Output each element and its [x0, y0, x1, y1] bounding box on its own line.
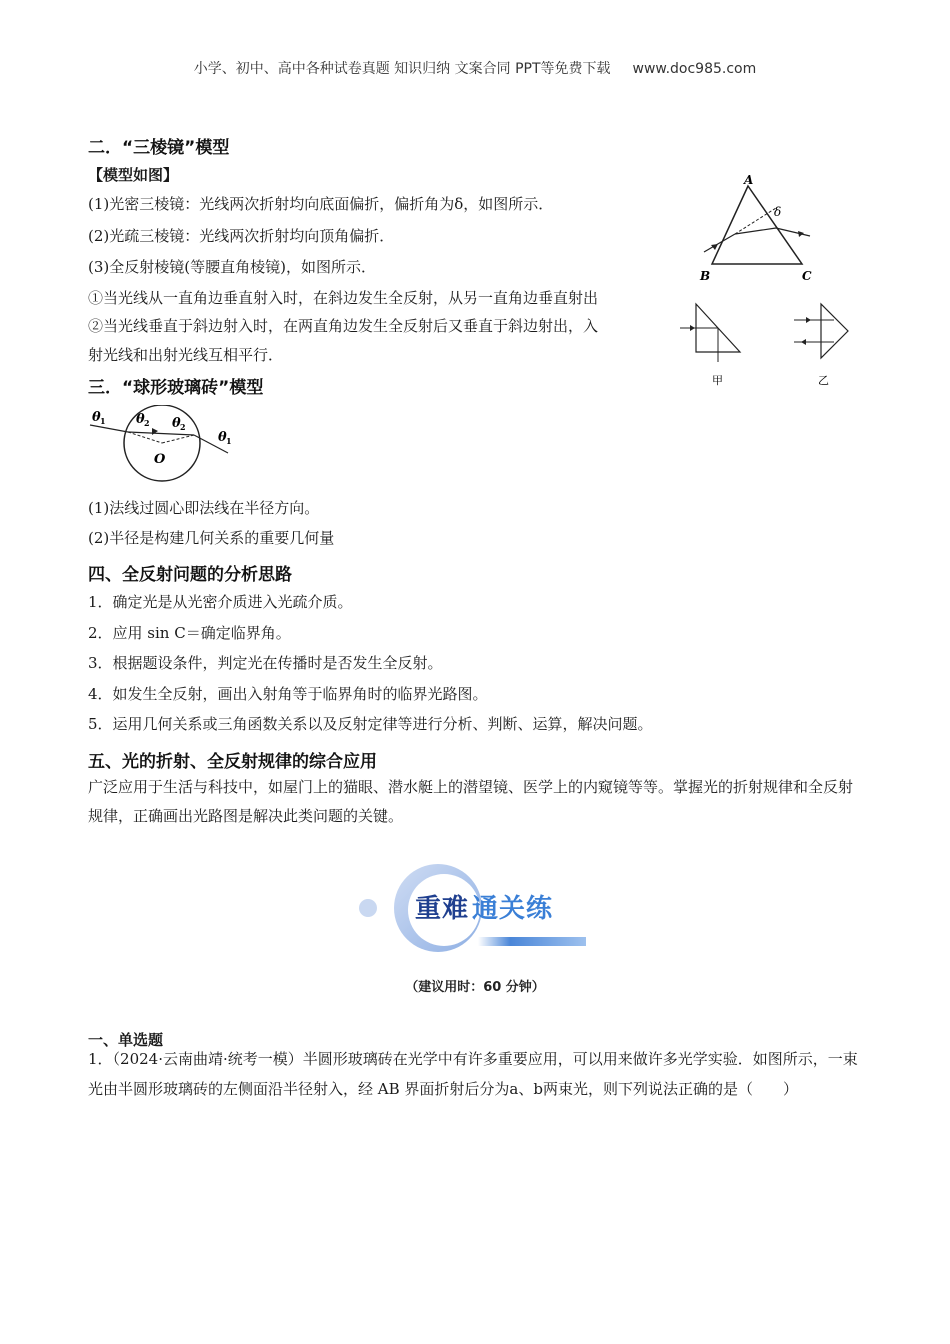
prism-figure — [690, 172, 830, 287]
banner-part1: 重难 — [415, 894, 470, 924]
question-1: 1．（2024·云南曲靖·统考一模）半圆形玻璃砖在光学中有许多重要应用，可以用来做许多光学实验．如图所示，一束光由半圆形玻璃砖的左侧面沿半径射入，经 AB 界面折射后分为a、b两束光，则下列说法正确的是（ ） — [88, 1050, 858, 1098]
banner-dot — [359, 899, 377, 917]
header-site[interactable]: www.doc985.com — [632, 61, 757, 77]
header-text: 小学、初中、高中各种试卷真题 知识归纳 文案合同 PPT等免费下载 — [193, 61, 611, 77]
label-theta2-left: θ — [136, 412, 145, 427]
label-theta1-left-sub: 1 — [100, 416, 106, 426]
label-C: C — [802, 269, 812, 283]
page-header — [0, 58, 950, 78]
section2-item-1: (1)光密三棱镜：光线两次折射均向底面偏折，偏折角为δ，如图所示． — [88, 195, 554, 213]
label-O: O — [154, 452, 166, 467]
label-B: B — [700, 269, 711, 283]
section5-body: 广泛应用于生活与科技中，如屋门上的猫眼、潜水艇上的潜望镜、医学上的内窥镜等等。掌握光的折射规律和全反射规律，正确画出光路图是解决此类问题的关键。 — [88, 778, 854, 825]
normal-2 — [162, 435, 194, 443]
label-theta2-right: θ — [172, 416, 181, 431]
time-note: （建议用时：60 分钟） — [405, 980, 545, 995]
section5-title: 五、光的折射、全反射规律的综合应用 — [88, 752, 377, 772]
label-theta1-right: θ — [218, 430, 227, 445]
section4-item-1: 1．确定光是从光密介质进入光疏介质。 — [88, 593, 353, 611]
banner-part2: 通关练 — [472, 894, 554, 924]
yi-arrow-2 — [801, 339, 806, 345]
section4-item-2: 2．应用 sin C＝确定临界角。 — [88, 624, 291, 642]
section2-title: 二．“三棱镜”模型 — [88, 138, 230, 158]
section2-item-4: ①当光线从一直角边垂直射入时，在斜边发生全反射，从另一直角边垂直射出 — [88, 289, 599, 307]
section2-item-6: 射光线和出射光线互相平行． — [88, 346, 284, 364]
sphere-incident — [90, 425, 128, 432]
practice-banner — [350, 860, 600, 955]
total-reflection-prisms — [676, 300, 866, 392]
section4-item-5: 5．运用几何关系或三角函数关系以及反射定律等进行分析、判断、运算，解决问题。 — [88, 715, 653, 733]
exercise-type-title: 一、单选题 — [88, 1031, 164, 1049]
section4-title: 四、全反射问题的分析思路 — [88, 565, 292, 585]
sphere-figure — [86, 405, 246, 487]
section3-title: 三．“球形玻璃砖”模型 — [88, 378, 264, 398]
sphere-internal — [128, 432, 194, 435]
label-theta2-left-sub: 2 — [144, 418, 150, 428]
section3-item-1: (1)法线过圆心即法线在半径方向。 — [88, 499, 320, 517]
section4-item-3: 3．根据题设条件，判定光在传播时是否发生全反射。 — [88, 654, 443, 672]
jia-arrow — [690, 325, 695, 331]
banner-bar — [478, 937, 586, 946]
yi-arrow-1 — [806, 317, 811, 323]
section4-item-4: 4．如发生全反射，画出入射角等于临界角时的临界光路图。 — [88, 685, 488, 703]
section2-subtitle: 【模型如图】 — [88, 166, 179, 184]
section2-item-5: ②当光线垂直于斜边射入时，在两直角边发生全反射后又垂直于斜边射出，入 — [88, 317, 599, 335]
label-theta2-right-sub: 2 — [180, 422, 186, 432]
label-yi: 乙 — [818, 374, 829, 387]
label-jia: 甲 — [712, 374, 723, 387]
section2-item-2: (2)光疏三棱镜：光线两次折射均向顶角偏折． — [88, 227, 395, 245]
label-theta1-left: θ — [92, 410, 101, 425]
extension-line — [735, 208, 776, 234]
prism-yi — [821, 304, 848, 358]
internal-ray — [735, 228, 776, 234]
prism-triangle — [712, 186, 802, 264]
label-A: A — [744, 173, 754, 187]
label-theta1-right-sub: 1 — [226, 436, 232, 446]
section2-item-3: (3)全反射棱镜(等腰直角棱镜)，如图所示． — [88, 258, 376, 276]
sphere-arrow — [152, 428, 158, 435]
label-delta: δ — [774, 205, 782, 219]
section3-item-2: (2)半径是构建几何关系的重要几何量 — [88, 529, 335, 547]
